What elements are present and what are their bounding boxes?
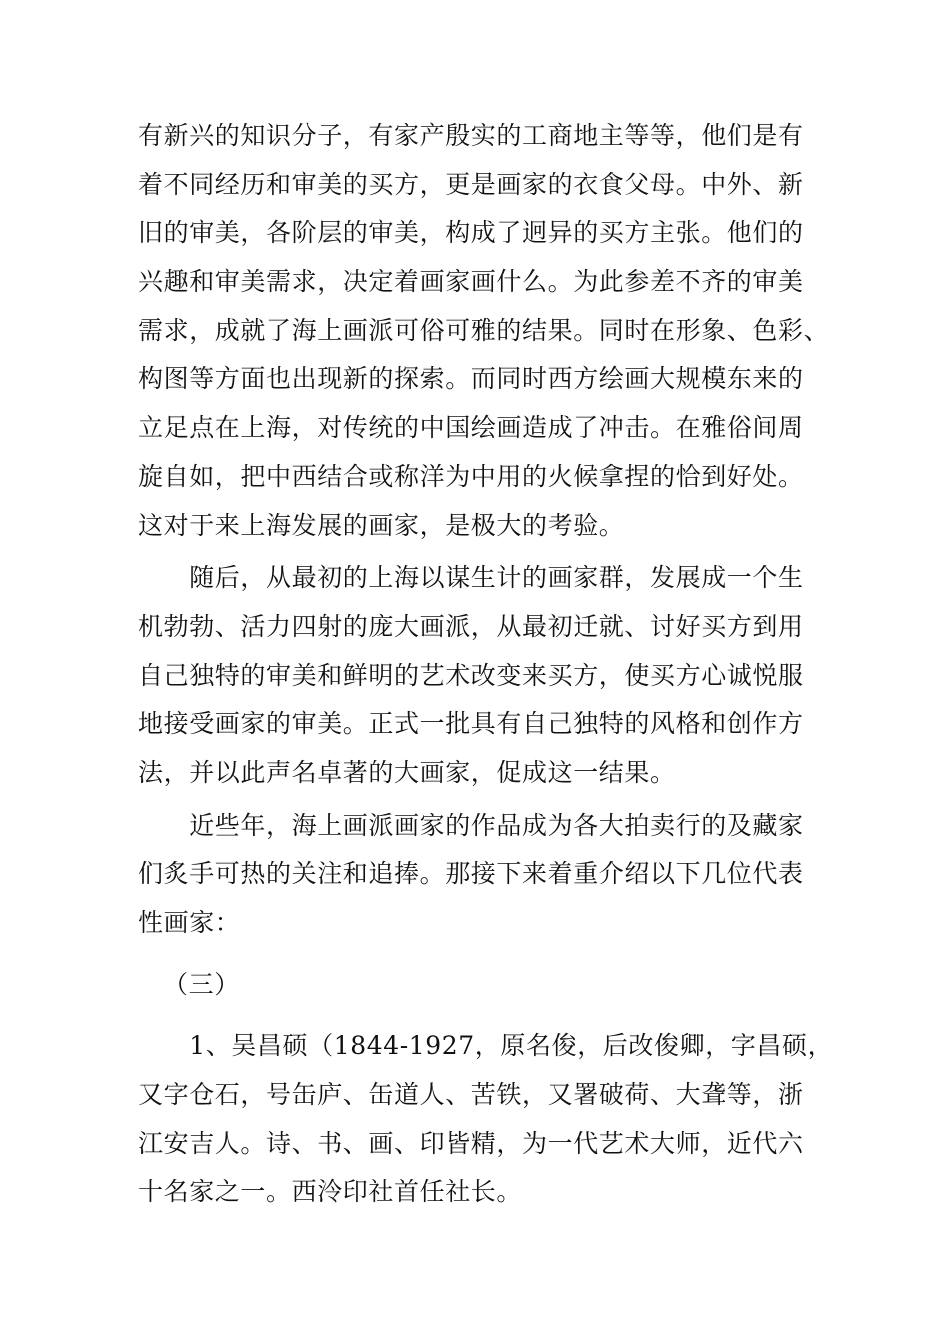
- artist-entry: [138, 1022, 834, 1217]
- text-line: 着不同经历和审美的买方，更是画家的衣食父母。中外、新: [138, 169, 804, 199]
- paragraph-2: [138, 554, 828, 797]
- text-line: 近些年，海上画派画家的作品成为各大拍卖行的及藏家: [138, 810, 804, 840]
- text-line: 构图等方面也出现新的探索。而同时西方绘画大规模东来的: [138, 364, 804, 394]
- text-line: 需求，成就了海上画派可俗可雅的结果。同时在形象、色彩、: [138, 315, 830, 345]
- text-line: 随后，从最初的上海以谋生计的画家群，发展成一个生: [138, 563, 804, 593]
- text-line: 这对于来上海发展的画家，是极大的考验。: [138, 510, 625, 540]
- text-line: 又字仓石，号缶庐、缶道人、苦铁，又署破荷、大聋等，浙: [138, 1080, 804, 1110]
- section-heading: （三）: [163, 969, 240, 999]
- text-line: 法，并以此声名卓著的大画家，促成这一结果。: [138, 757, 676, 787]
- paragraph-1: [138, 112, 828, 550]
- text-line: 地接受画家的审美。正式一批具有自己独特的风格和创作方: [138, 709, 804, 739]
- text-line: 兴趣和审美需求，决定着画家画什么。为此参差不齐的审美: [138, 267, 804, 297]
- text-line: 1、吴昌硕（1844-1927，原名俊，后改俊卿，字昌硕，: [138, 1031, 834, 1061]
- text-line: 自己独特的审美和鲜明的艺术改变来买方，使买方心诚悦服: [138, 660, 804, 690]
- text-line: 性画家：: [138, 908, 241, 937]
- paragraph-3: [138, 802, 828, 948]
- text-line: 机勃勃、活力四射的庞大画派，从最初迁就、讨好买方到用: [138, 611, 804, 641]
- text-line: 立足点在上海，对传统的中国绘画造成了冲击。在雅俗间周: [138, 413, 804, 443]
- text-line: 有新兴的知识分子，有家产殷实的工商地主等等，他们是有: [138, 121, 804, 150]
- text-line: 旧的审美，各阶层的审美，构成了迥异的买方主张。他们的: [138, 218, 804, 248]
- text-line: 们炙手可热的关注和追捧。那接下来着重介绍以下几位代表: [138, 859, 804, 889]
- text-line: 十名家之一。西泠印社首任社长。: [138, 1177, 523, 1207]
- text-line: 江安吉人。诗、书、画、印皆精，为一代艺术大师，近代六: [138, 1128, 804, 1158]
- document-body: [138, 112, 834, 1217]
- text-line: 旋自如，把中西结合或称洋为中用的火候拿捏的恰到好处。: [138, 461, 804, 491]
